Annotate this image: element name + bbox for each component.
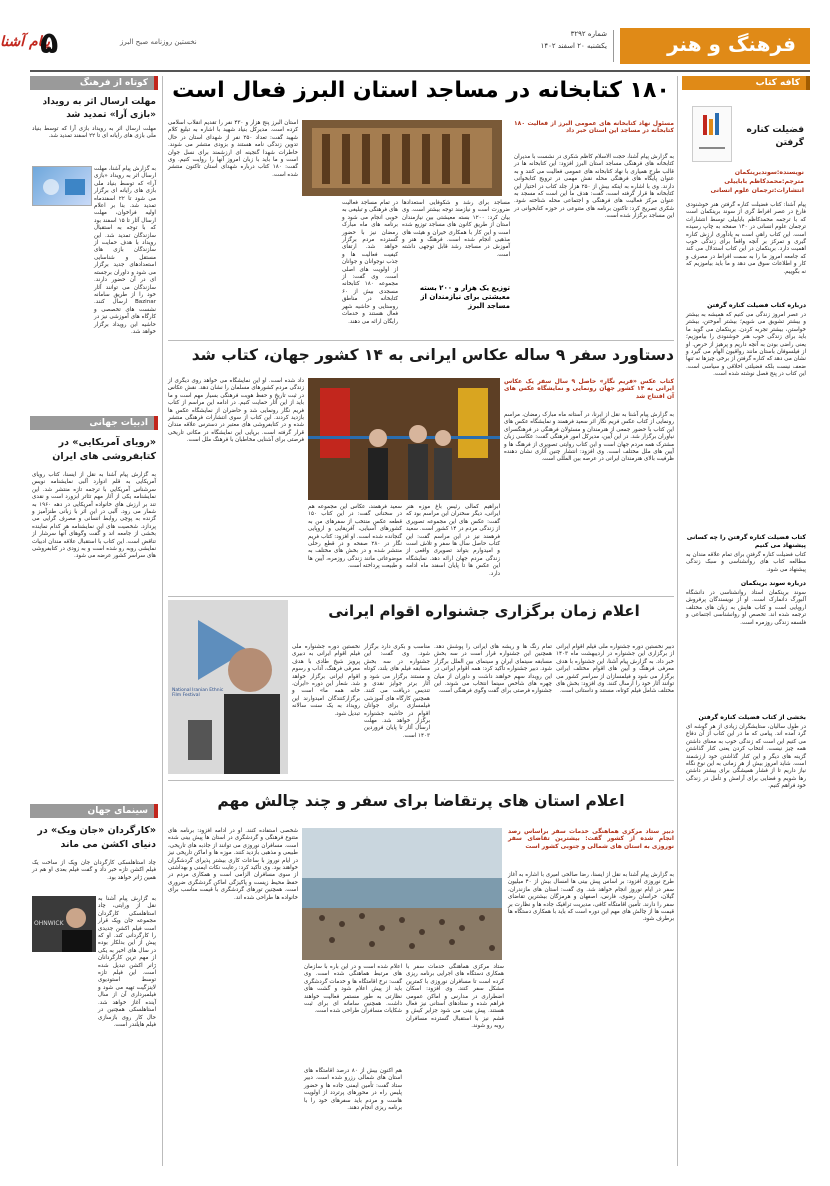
book-credits [686, 168, 804, 195]
book-translator: مترجم:محمدکاظم باباییلی [724, 178, 804, 185]
headline-library: ۱۸۰ کتابخانه در مساجد استان البرز فعال است [172, 78, 670, 103]
story-library [168, 76, 674, 338]
festival-body-d: نخستین دوره جشنواره ملی فیلم اقوام ایرانی به دبیری پرویز شیخ طادی با هدف معرفی فرهنگ، آداب و رسوم اقوام ایرانی برگزار خواهد شد. شعار این دوره «ایران، خانه همه ما» است و برگزارکنندگان امیدوارند این رویداد به یک سنت سالانه تبدیل شود. [292, 644, 360, 717]
short-culture-header: کوتاه از فرهنگ [30, 76, 158, 90]
photographer-caption: کتاب عکس «فریم نگار» حاصل ۹ سال سفر یک عکاس ایرانی به ۱۴ کشور جهان رونمایی و نمایشگاه عکس های آن افتتاح شد [504, 378, 674, 400]
john-wick-photo [32, 896, 96, 952]
book-intro: پیام آشنا: کتاب فضیلت کناره گرفتن هنر خوشنودی فارغ در عصر افراط گری از سوند برینکمان است که با ترجمه محمدکاظم باباییلی توسط انتشارات ترجمان علوم انسانی در ۱۴۰ صفحه به چاپ رسیده است. این کتاب راهی است به یادآوری ارزش کناره گیری و تمرکز بر آنچه واقعاً برای زندگی خوب اهمیت دارد. برینکمان در این کتاب استدلال می کند که جامعه امروز ما را به سمت افراط در مصرف و کار و اطلاعات سوق می دهد و ما باید بیاموزیم که نه بگوییم. [686, 202, 806, 275]
beach-photo [302, 828, 502, 960]
sidebar-left [30, 76, 158, 1166]
left-column-rule [162, 76, 163, 1166]
masthead [0, 26, 810, 68]
bazi-ara-body: به گزارش پیام آشنا، مهلت ارسال اثر به رویداد «بازی آرا» که توسط بنیاد ملی بازی های رایانه ای برگزار می شود تا ۲۲ اسفندماه تمدید شد. بنا بر اعلام اولیه فراخوان، مهلت ارسال آثار تا ۱۵ اسفند بود که با توجه به استقبال سازندگان تمدید شد. این رویداد با هدف حمایت از سازندگان بازی های مستقل و شناسایی استعدادهای جدید برگزار می شود و داوران برجسته ای در آن حضور دارند. سازندگان می توانند آثار خود را از طریق سامانه Bazinar ارسال کنند. نشست های تخصصی و کارگاه های آموزشی نیز در حاشیه این رویداد برگزار خواهد شد. [94, 166, 156, 335]
issue-date: یکشنبه ۲۰ اسفند ۱۴۰۲ [540, 42, 607, 50]
headline-photographer: دستاورد سفر ۹ ساله عکاس ایرانی به ۱۴ کشور جهان، کتاب شد [191, 346, 674, 364]
travel-body-e: شخصی استفاده کنند. او در ادامه افزود: برنامه های متنوع فرهنگی و گردشگری در استان ها پیش بینی شده است. مسافران نوروزی می توانند از جاذبه های تاریخی، طبیعی و مذهبی بازدید کنند. موزه ها و اماکن تاریخی نیز در ایام نوروز با ساعات کاری بیشتر پذیرای گردشگران خواهند بود. وی تأکید کرد: رعایت نکات ایمنی و بهداشتی از سوی مسافران الزامی است و همکاری مردم در حفظ محیط زیست و پاکیزگی اماکن گردشگری ضروری است. همچنین تورهای گردشگری با قیمت مناسب برای خانواده ها طراحی شده اند. [168, 828, 298, 901]
book-body4: سوند برینکمان استاد روانشناسی در دانشگاه آلبورگ دانمارک است. او از نویسندگان پرفروش اروپایی است و کتاب هایش به زبان های مختلف ترجمه شده اند. تخصص او روانشناسی اجتماعی و فلسفه زندگی روزمره است. [686, 590, 806, 626]
book-title: فضیلت کناره گرفتن [746, 125, 804, 148]
travel-body-a: به گزارش پیام آشنا به نقل از ایسنا، رضا صالحی امیری با اشاره به آغاز طرح نوروزی افزود: بر اساس پیش بینی ها امسال بیش از ۴۰ میلیون سفر در ایام نوروز انجام خواهد شد. وی گفت: استان های مازندران، گیلان، خراسان رضوی، فارس، اصفهان و هرمزگان بیشترین تقاضای سفر را دارند. تأمین اقامتگاه کافی، مدیریت ترافیک جاده ها و نظارت بر قیمت ها از چالش های مهم این دوره است که باید با همکاری دستگاه ها برطرف شود. [508, 872, 675, 923]
slogan: نخستین روزنامه صبح البرز [120, 38, 197, 46]
story-rule-1 [168, 340, 674, 341]
american-dream-body: به گزارش پیام آشنا به نقل از ایسنا، کتاب رویای آمریکایی به قلم ادوارد آلبی نمایشنامه نویس سرشناس آمریکایی با ترجمه تازه منتشر شد. این نمایشنامه یکی از آثار مهم تئاتر ابزورد است و نقدی تند بر ارزش های خانواده آمریکایی در دهه ۱۹۶۰ به شمار می رود. آلبی در این اثر با زبانی طنزآمیز و گزنده به پوچی روابط انسانی و مصرف گرایی می پردازد. شخصیت های این نمایشنامه هر کدام نماینده بخشی از جامعه اند و گفت وگوهای آنها سرشار از تناقض است. این کتاب با استقبال علاقه مندان ادبیات نمایشی روبه رو شده است و به زودی در کتابفروشی های سراسر کشور عرضه می شود. [32, 472, 156, 560]
library-body-b: مساجد برای رشد و شکوفایی استعدادها ضرورت است و نیازمند توجه بیشتر است. وی بیان کرد: ۱۲۰۰ بسته معیشتی بین نیازمندان استان از طریق کانون های مساجد توزیع شده است و این کار با همکاری خیران و هیئت های مذهبی انجام شده است. فرهنگ و هنر و آموزش در مساجد رشد قابل توجهی داشته است. [402, 200, 510, 258]
masthead-rule [30, 70, 810, 72]
american-dream-title: «رویای آمریکایی» در کتابفروشی های ایران [52, 437, 156, 462]
festival-body-a: دبیر نخستین دوره جشنواره ملی فیلم اقوام ایرانی از برگزاری این جشنواره در اردیبهشت ماه ۱۴۰۳ خبر داد. به گزارش پیام آشنا، این جشنواره با هدف معرفی فرهنگ و آیین های اقوام مختلف ایرانی برگزار می شود و فیلمسازان از سراسر کشور می توانند آثار خود را ارسال کنند. وی افزود: بخش های مختلف شامل فیلم کوتاه، مستند و داستانی است. [556, 644, 674, 695]
story-ethnic-festival [168, 600, 674, 776]
travel-body-d: هم اکنون بیش از ۸۰ درصد اقامتگاه های استان های شمالی رزرو شده است. دبیر ستاد گفت: تأمین ایمنی جاده ها و حضور پلیس راه در محورهای پرتردد از اولویت هاست و مردم باید سفرهای خود را با برنامه ریزی انجام دهند. [304, 1068, 402, 1112]
ribbon-photo [308, 378, 500, 500]
library-body-a: به گزارش پیام آشنا، حجت الاسلام کاظم شکری در نشست با مدیران کتابخانه های فرهنگی مساجد استان البرز افزود: این کتابخانه ها در قالب طرح همیاری با نهاد کتابخانه های عمومی فعالیت می کنند و به عنوان پایگاه های فرهنگی محله نقش مهمی در ترویج کتابخوانی دارند. وی با اشاره به اینکه بیش از ۲۵۰ هزار جلد کتاب در اختیار این کتابخانه ها قرار گرفته است، گفت: هدف ما این است که مسجد به عنوان مرکز فعالیت های فرهنگی و اجتماعی محله شناخته شود. شکری تصریح کرد: تاکنون برنامه های متنوعی در حوزه کتابخوانی در این مساجد برگزار شده است. [514, 154, 674, 220]
john-wick-lead: چاد استاهلسکی کارگردان جان ویک از ساخت یک فیلم اکشن تازه خبر داد و گفت فیلم بعدی او هم در همین ژانر خواهد بود. [32, 860, 156, 881]
festival-body-b: تمام رنگ ها و ریشه های ایرانی را پوشش دهد. همچنین این جشنواره قرار است در سه بخش مسابقه سینمای ایران و سینمای بین الملل برگزار شود. دبیر جشنواره تأکید کرد: همه اقوام ایرانی در این رویداد سهم خواهند داشت و داوران از میان چهره های شاخص سینما انتخاب می شوند. این جشنواره فرصتی برای گفت وگوی فرهنگی است. [434, 644, 552, 695]
book-author: نویسنده:سوندبرینکمان [734, 169, 804, 176]
library-photo [302, 120, 502, 196]
book-sub4: بخشی از کتاب فضیلت کناره گرفتن [698, 714, 806, 721]
festival-body-c: مناسب و بکری دارد برگزار شود. وی گفت: این جشنواره در سه بخش مسابقه فیلم های بلند، کوتاه و مستند برگزار می شود و آثار برتر جوایز نقدی و تندیس دریافت می کنند. همچنین کارگاه های آموزشی فیلمسازی برای جوانان اقوام در حاشیه جشنواره برگزار خواهد شد. مهلت ارسال آثار تا پایان فروردین ۱۴۰۳ است. [364, 644, 430, 739]
issue-number: شماره ۳۲۹۲ [570, 30, 607, 38]
festival-logo-text: National Iranian Ethnic Film Festival [172, 688, 224, 698]
book-publisher: انتشارات:ترجمان علوم انسانی [710, 187, 804, 194]
john-wick-body: به گزارش پیام آشنا به نقل از ورایتی، چاد استاهلسکی کارگردان مجموعه جان ویک قرار است فیلم اکشن جدیدی را کارگردانی کند. او که پیش از این بدلکار بوده در سال های اخیر به یکی از مهم ترین کارگردانان ژانر اکشن تبدیل شده است. این فیلم تازه توسط استودیوی لاینزگیت تهیه می شود و فیلمبرداری آن از سال آینده آغاز خواهد شد. استاهلسکی همچنین در حال کار روی بازسازی فیلم هایلندر است. [98, 896, 156, 1028]
photographer-body-c: سعید فرهمند، عکاس این مجموعه هم در سخنانی گفت: در این کتاب ۱۵۰ قطعه عکس منتخب از سفرهای من به کشورهای آسیایی، آفریقایی و اروپایی گنجانده شده است. او افزود: کتاب فریم نگار در ۲۸۰ صفحه و در قطع رحلی منتشر شده و در بخش های مختلف به موضوعاتی مانند زندگی روزمره، آیین ها و طبیعت پرداخته است. [308, 504, 402, 570]
photographer-body-a: به گزارش پیام آشنا به نقل از ایرنا، در آستانه ماه مبارک رمضان، مراسم رونمایی از کتاب عکس فریم نگار اثر سعید فرهمند و نمایشگاه عکس های این کتاب با حضور جمعی از هنرمندان و مسئولان فرهنگی در فرهنگسرای نیاوران برگزار شد. در این آیین، مدیرکل امور فرهنگی گفت: عکاسی زبان مشترک همه مردم جهان است و این کتاب روایتی تصویری از فرهنگ ها و آیین های ملل مختلف است. وی افزود: انتشار چنین آثاری نشان دهنده ظرفیت بالای هنرمندان ایرانی در عرصه بین المللی است. [504, 412, 674, 463]
story-rule-3 [168, 780, 674, 781]
book-cover [692, 106, 732, 162]
story-rule-2 [168, 596, 674, 597]
book-body2: در عصر امروز زندگی می کنیم که همیشه به بیشتر و بیشتر تشویق می شویم؛ بیشتر آموختن، بیشتر خواستن، بیشتر تجربه کردن. برینکمان می گوید ما باید برای زندگی خوب هنر خوشنودی را بیاموزیم؛ یعنی راضی بودن به آنچه داریم و پرهیز از حرص. او از فیلسوفان باستان مانند رواقیون الهام می گیرد و نشان می دهد که کناره گرفتن از برخی چیزها نه تنها ضعف نیست بلکه فضیلتی اخلاقی و سیاسی است. این کتاب در پنج فصل نوشته شده است. [686, 312, 806, 378]
book-sub3: درباره سوند برینکمان [740, 580, 806, 587]
festival-photo [168, 600, 288, 774]
travel-body-b: ستاد مرکزی هماهنگی خدمات سفر با همکاری دستگاه های اجرایی برنامه ریزی کرده است تا مسافران نوروزی با کمترین مشکل سفر کنند. وی افزود: اسکان اضطراری در مدارس و اماکن عمومی فراهم شده و ستادهای استانی نیز فعال هستند. پیش بینی می شود جزایر کیش و قشم نیز با استقبال گسترده مسافران روبه رو شوند. [406, 964, 504, 1030]
photographer-body-d: داد شده است. او این نمایشگاه می خواهد روی دیگری از زندگی مردم کشورهای مسلمان را نشان دهد. نقش عکاس در ثبت تاریخ و حفظ هویت فرهنگی بسیار مهم است و ما باید از این آثار حمایت کنیم. در ادامه این مراسم از کتاب فریم نگار رونمایی شد و حاضران از نمایشگاه عکس ها بازدید کردند. این کتاب از سوی انتشارات فرهنگی منتشر شده و در کتابفروشی های معتبر در دسترس علاقه مندان قرار گرفته است. برپایی این نمایشگاه در مکانی تاریخی فرصتی برای آشنایی مخاطبان با فرهنگ ملل است. [168, 378, 304, 444]
bazi-ara-lead: مهلت ارسال اثر به رویداد بازی آرا که توسط بنیاد ملی بازی های رایانه ای تا ۲۲ اسفند تمدید شد. [32, 126, 156, 140]
story-photographer [168, 344, 674, 594]
photographer-body-b: ابراهیم کمالی رئیس باغ موزه هنر ایرانی، دیگر سخنران این مراسم بود که گفت: عکس های این مجموعه تصویری از زندگی مردم در ۱۴ کشور است. سعید فرهمند نیز در این مراسم گفت: این کتاب حاصل سال ها سفر و تلاش است و امیدوارم بتواند تصویری واقعی از زندگی مردم جهان ارائه دهد. نمایشگاه این عکس ها تا پایان اسفند ماه ادامه دارد. [406, 504, 500, 577]
book-body5: در طول سالیان، ستایشگران زیادی از هر گوشه ای گرد آمده اند. پیامی که ما در این کتاب از آن دفاع می کنیم این است که زندگی خوب به معنای داشتن همه چیز نیست. انتخاب کردن یعنی کنار گذاشتن گزینه های دیگر و این کنار گذاشتن خود ارزشمند است. شاید امروز بیش از هر زمانی به این نوع نگاه نیاز داریم تا از فشار همیشگی برای بیشتر داشتن رها شویم و فضایی برای آرامش و تأمل در زندگی خود فراهم کنیم. [686, 724, 806, 790]
issue-box [484, 30, 614, 62]
paper-logo: پیام آشنا [0, 34, 51, 50]
bazi-ara-body-cont [32, 214, 156, 400]
library-caption: مسئول نهاد کتابخانه های عمومی البرز از فعالیت ۱۸۰ کتابخانه در مساجد این استان خبر داد [514, 120, 674, 135]
headline-travel: اعلام استان های پرتقاضا برای سفر و چند چالش مهم [217, 792, 625, 810]
library-body-d: استان البرز پنج هزار و ۴۳۰ نفر را تقدیم انقلاب اسلامی کرده است. مدیرکل بنیاد شهید با اشاره به تبلیغ کلام شهید گفت: تعداد ۲۵۰ نفر از شهدای استان در حال تدوین زندگی نامه هستند و بزودی منتشر می شوند. خاطرات شهدا گنجینه ای ارزشمند برای نسل جوان است و ما باید با زبان امروز آنها را روایت کنیم. وی گفت: ۱۸۰ کتاب درباره شهدای استان تاکنون منتشر شده است. [168, 120, 298, 178]
page-number: ۵ [40, 26, 59, 61]
travel-body-c: اعلام شده است و در این باره با سازمان های مرتبط هماهنگی شده است. وی گفت: نرخ اقامتگاه ها و خدمات گردشگری باید از پیش اعلام شود و گشت های نظارتی به طور مستمر فعالیت خواهند داشت. همچنین سامانه ای برای ثبت شکایات مسافران طراحی شده است. [304, 964, 402, 1015]
story-travel [168, 784, 674, 1166]
book-body3: کتاب فضیلت کناره گرفتن برای تمام علاقه مندان به مطالعه کتاب های روانشناسی و سبک زندگی پیشنهاد می شود. [686, 552, 806, 573]
cafe-ketab-header: کافه کتاب [682, 76, 810, 90]
john-wick-badge: OHNWICK [34, 920, 64, 927]
book-sub2: کتاب فضیلت کناره گرفتن را چه کسانی پیشنهاد می کنیم [686, 534, 806, 549]
sidebar-right [682, 76, 810, 1166]
bazi-ara-image [32, 166, 92, 206]
bazi-ara-title: مهلت ارسال اثر به رویداد «بازی آرا» تمدید شد [42, 97, 156, 120]
book-sub1: درباره کتاب فضیلت کناره گرفتن [707, 302, 806, 309]
section-title: فرهنگ و هنر [667, 32, 796, 56]
library-body-c: در تمام مساجد فعالیت های فرهنگی و تبلیغی به خوبی انجام می شود و برنامه های ماه مبارک رمضان نیز با حضور گسترده مردم برگزار خواهد شد. ارتقای کیفیت فعالیت ها و جذب نوجوانان و جوانان از اولویت های اصلی است. وی گفت: از مجموعه ۱۸۰ کتابخانه مسجدی بیش از ۶۰ کتابخانه در مناطق روستایی و حاشیه شهر فعال هستند و خدمات رایگان ارائه می دهند. [342, 200, 398, 325]
headline-festival: اعلام زمان برگزاری جشنواره اقوام ایرانی [328, 602, 640, 620]
john-wick-title: «کارگردان «جان ویک» در دنیای اکشن می ماند [37, 825, 156, 850]
travel-caption: دبیر ستاد مرکزی هماهنگی خدمات سفر براساس رصد انجام شده از کشور گفت: بیشترین تقاضای سفر نوروزی به استان های شمالی و جنوبی کشور است [508, 828, 674, 850]
right-column-rule [677, 76, 678, 1166]
library-subhead: توزیع یک هزار و ۲۰۰ بسته معیشتی برای نیازمندان از مساجد البرز [419, 284, 510, 310]
world-literature-header: ادبیات جهانی [30, 416, 158, 430]
world-cinema-header: سینمای جهان [30, 804, 158, 818]
